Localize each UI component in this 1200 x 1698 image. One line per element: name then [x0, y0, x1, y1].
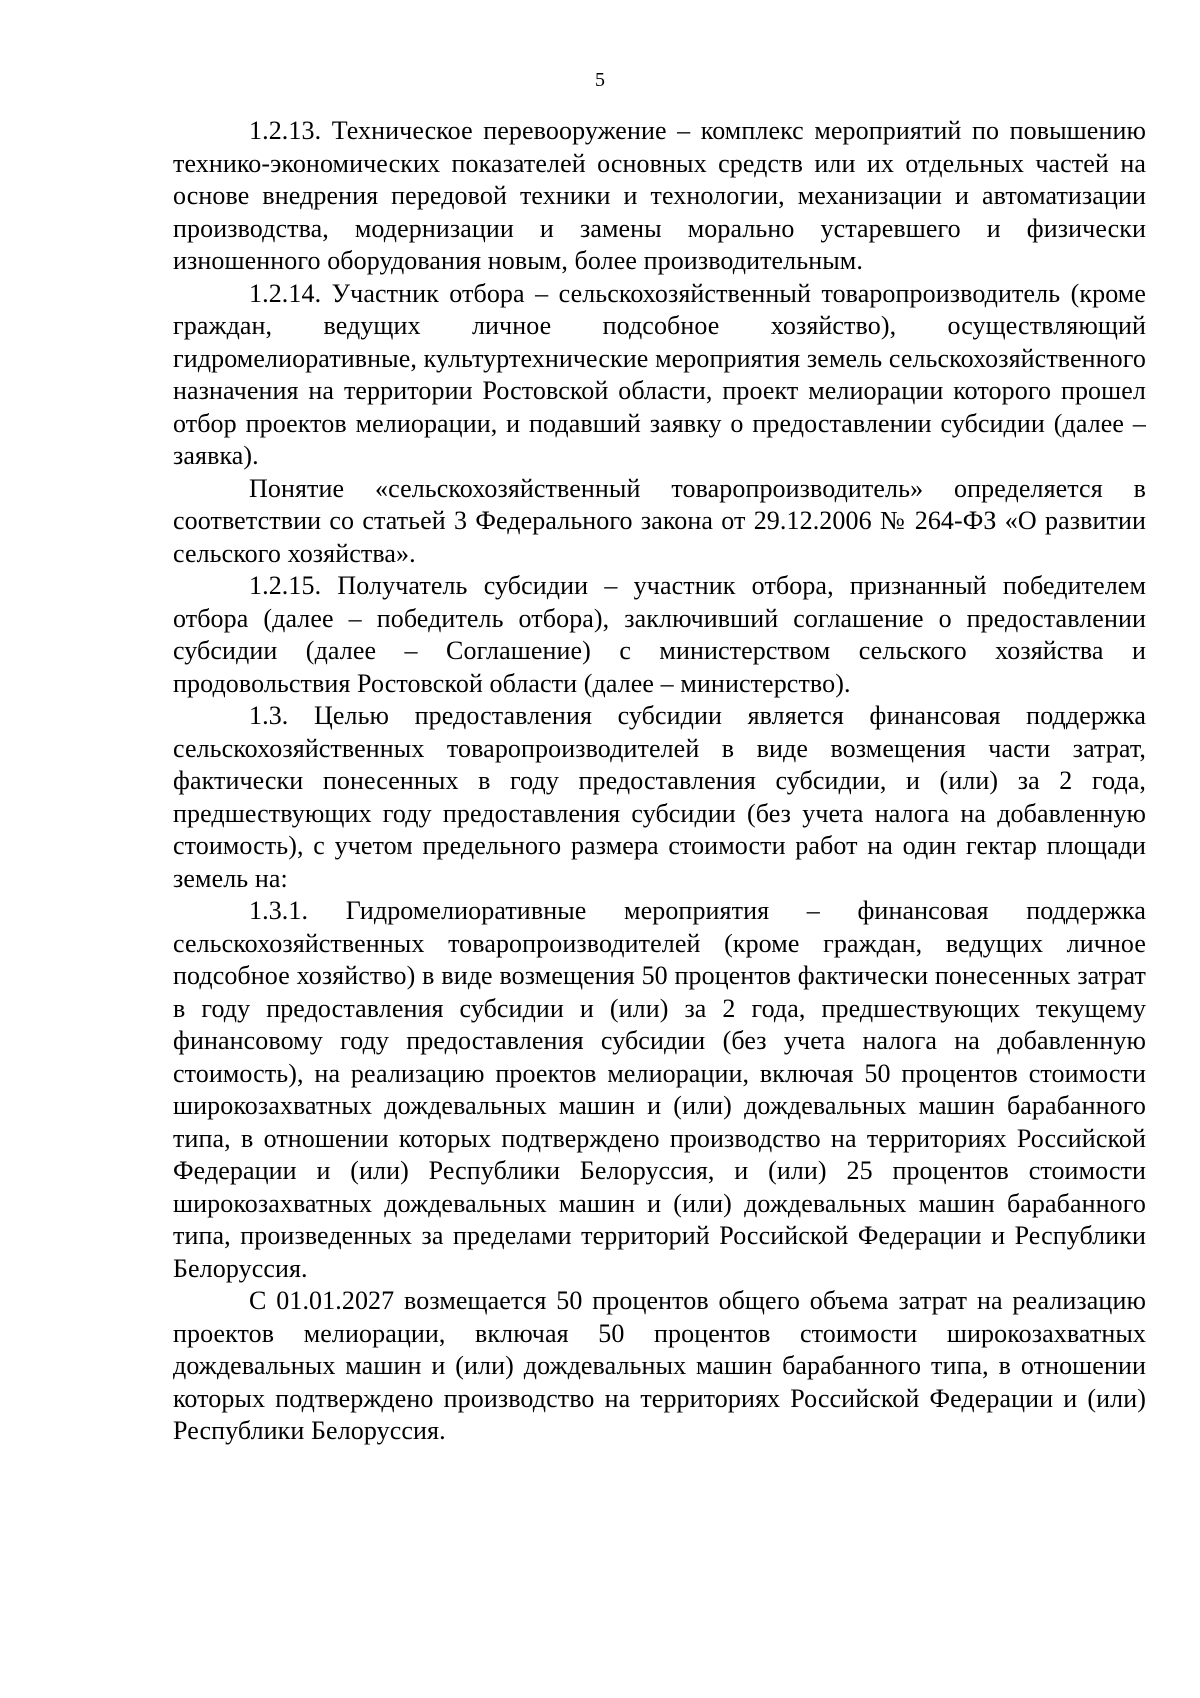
paragraph-1-3-1: 1.3.1. Гидромелиоративные мероприятия – финансовая поддержка сельскохозяйственных товаропроизводителей (кроме граждан, ведущих личное подсобное хозяйство) в виде возмещения 50 процентов фактически понесенных затрат в году предоставления субсидии и (или) за 2 года, предшествующих текущему финансовому году предоставления субсидии (без учета налога на добавленную стоимость), на реализацию проектов мелиорации, включая 50 процентов стоимости широкозахватных дождевальных машин и (или) дождевальных машин барабанного типа, в отношении которых подтверждено производство на территориях Российской Федерации и (или) Республики Белоруссия, и (или) 25 процентов стоимости широкозахватных дождевальных машин и (или) дождевальных машин барабанного типа, произведенных за пределами территорий Российской Федерации и Республики Белоруссия. [173, 896, 1146, 1283]
paragraph-producer-definition: Понятие «сельскохозяйственный товаропроизводитель» определяется в соответствии со статьей 3 Федерального закона от 29.12.2006 № 264-ФЗ «О развитии сельского хозяйства». [173, 473, 1146, 568]
paragraph-1-2-15: 1.2.15. Получатель субсидии – участник отбора, признанный победителем отбора (далее – победитель отбора), заключивший соглашение о предоставлении субсидии (далее – Соглашение) с министерством сельского хозяйства и продовольствия Ростовской области (далее – министерство). [173, 571, 1146, 698]
paragraph-1-2-14: 1.2.14. Участник отбора – сельскохозяйственный товаропроизводитель (кроме граждан, ведущих личное подсобное хозяйство), осуществляющий гидромелиоративные, культуртехнические мероприятия земель сельскохозяйственного назначения на территории Ростовской области, проект мелиорации которого прошел отбор проектов мелиорации, и подавший заявку о предоставлении субсидии (далее – заявка). [173, 278, 1146, 470]
paragraph-1-2-13: 1.2.13. Техническое перевооружение – комплекс мероприятий по повышению технико-экономических показателей основных средств или их отдельных частей на основе внедрения передовой техники и технологии, механизации и автоматизации производства, модернизации и замены морально устаревшего и физически изношенного оборудования новым, более производительным. [173, 116, 1146, 275]
page-number: 5 [595, 69, 605, 91]
paragraph-from-2027: С 01.01.2027 возмещается 50 процентов общего объема затрат на реализацию проектов мелиорации, включая 50 процентов стоимости широкозахватных дождевальных машин и (или) дождевальных машин барабанного типа, в отношении которых подтверждено производство на территориях Российской Федерации и (или) Республики Белоруссия. [173, 1286, 1146, 1445]
document-body [173, 115, 1146, 1448]
paragraph-1-3: 1.3. Целью предоставления субсидии является финансовая поддержка сельскохозяйственных товаропроизводителей в виде возмещения части затрат, фактически понесенных в году предоставления субсидии, и (или) за 2 года, предшествующих году предоставления субсидии (без учета налога на добавленную стоимость), с учетом предельного размера стоимости работ на один гектар площади земель на: [173, 701, 1146, 893]
